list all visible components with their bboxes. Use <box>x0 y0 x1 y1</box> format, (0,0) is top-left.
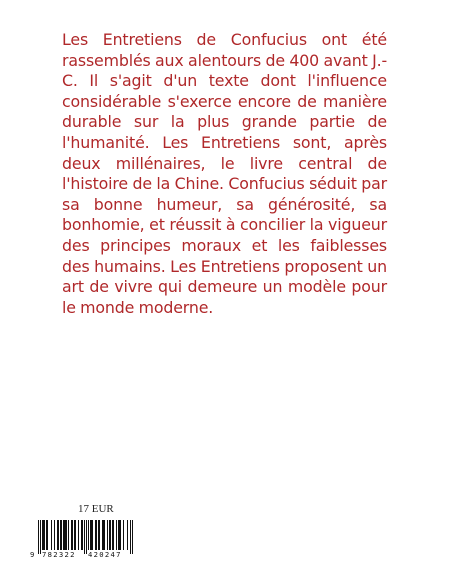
barcode-bar <box>92 520 93 550</box>
barcode-bar <box>132 520 133 554</box>
barcode-bar <box>104 520 105 550</box>
barcode-bar <box>130 520 131 554</box>
barcode-bar <box>68 520 69 550</box>
barcode-digits <box>30 550 138 562</box>
barcode-bar <box>46 520 47 550</box>
barcode-bar <box>118 520 119 550</box>
barcode-bar <box>95 520 96 550</box>
isbn-barcode <box>30 520 138 562</box>
barcode-bar <box>54 520 55 550</box>
barcode-bar <box>107 520 108 550</box>
barcode-group-1: 782322 <box>42 550 76 559</box>
barcode-bar <box>38 520 39 554</box>
barcode-bar <box>64 520 65 550</box>
barcode-bar <box>42 520 43 550</box>
barcode-bar <box>99 520 100 550</box>
barcode-bar <box>61 520 62 550</box>
barcode-bar <box>112 520 113 550</box>
barcode-bar <box>65 520 66 550</box>
barcode-bar <box>88 520 89 550</box>
barcode-bar <box>74 520 75 550</box>
barcode-first-digit: 9 <box>30 550 35 559</box>
barcode-bar <box>110 520 111 550</box>
barcode-bar <box>123 520 124 550</box>
barcode-bar <box>102 520 103 550</box>
barcode-bar <box>113 520 114 550</box>
price-label: 17 EUR <box>78 503 114 515</box>
barcode-bar <box>127 520 128 550</box>
barcode-bar <box>96 520 97 550</box>
barcode-bar <box>119 520 120 550</box>
barcode-bar <box>71 520 72 550</box>
barcode-bar <box>40 520 41 554</box>
barcode-bar <box>109 520 110 550</box>
barcode-bar <box>44 520 45 550</box>
barcode-bar <box>58 520 59 550</box>
barcode-bar <box>98 520 99 550</box>
barcode-bar <box>81 520 82 550</box>
barcode-bar <box>116 520 117 550</box>
barcode-bar <box>66 520 67 550</box>
barcode-bar <box>60 520 61 550</box>
blurb-text: Les Entretiens de Confucius ont été rassemblés aux alentours de 400 avant J.-C. Il s'agit d'un texte dont l'influence considérable s'exerce encore de manière durable sur la plus grande partie de l'humanité. Les Entretiens sont, après deux millénaires, le livre central de l'histoire de la Chine. Confucius séduit par sa bonne humeur, sa générosité, sa bonhomie, et réussit à concilier la vigueur des principes moraux et les faiblesses des humains. Les Entretiens proposent un art de vivre qui demeure un modèle pour le monde moderne. <box>62 30 387 317</box>
barcode-bar <box>86 520 87 554</box>
barcode-bar <box>63 520 64 550</box>
barcode-bar <box>72 520 73 550</box>
barcode-bar <box>84 520 85 554</box>
barcode-bar <box>82 520 83 550</box>
barcode-bar <box>51 520 52 550</box>
barcode-bar <box>47 520 48 550</box>
barcode-bar <box>120 520 121 550</box>
barcode-bar <box>43 520 44 550</box>
barcode-bar <box>57 520 58 550</box>
barcode-bar <box>90 520 91 550</box>
barcode-bar <box>75 520 76 550</box>
barcode-group-2: 420247 <box>88 550 122 559</box>
barcode-bar <box>91 520 92 550</box>
barcode-bars <box>30 520 138 554</box>
barcode-bar <box>103 520 104 550</box>
barcode-bar <box>78 520 79 550</box>
